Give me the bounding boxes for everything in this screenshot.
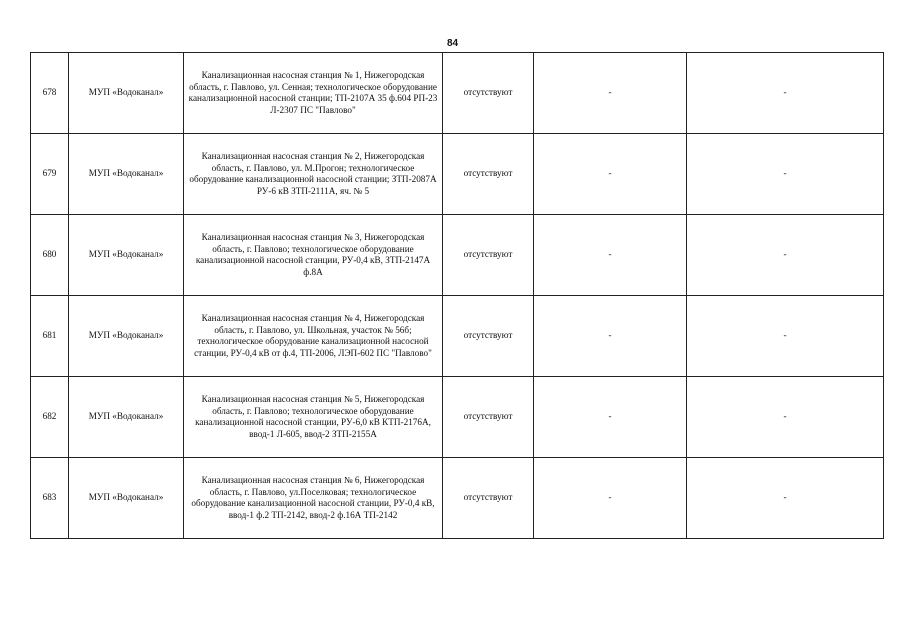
table-row (31, 53, 884, 134)
dash-cell: - (687, 458, 884, 539)
object-description-cell: Канализационная насосная станция № 3, Нижегородская область, г. Павлово; технологическое оборудование канализационной насосной станции, РУ-0,4 кВ, ЗТП-2147А ф.8А (184, 215, 443, 296)
registry-table (30, 52, 884, 539)
dash-cell: - (687, 215, 884, 296)
encumbrance-cell: отсутствуют (443, 53, 534, 134)
encumbrance-cell: отсутствуют (443, 377, 534, 458)
row-number-cell: 681 (31, 296, 69, 377)
registry-table-body (31, 53, 884, 539)
dash-cell: - (534, 377, 687, 458)
owner-cell: МУП «Водоканал» (69, 134, 184, 215)
object-description-cell: Канализационная насосная станция № 4, Нижегородская область, г. Павлово, ул. Школьная, участок № 56б; технологическое оборудование канализационной насосной станции, РУ-0,4 кВ от ф.4, ТП-2006, ЛЭП-602 ПС "Павлово" (184, 296, 443, 377)
dash-cell: - (534, 296, 687, 377)
dash-cell: - (534, 215, 687, 296)
encumbrance-cell: отсутствуют (443, 458, 534, 539)
dash-cell: - (534, 458, 687, 539)
dash-cell: - (687, 296, 884, 377)
encumbrance-cell: отсутствуют (443, 215, 534, 296)
encumbrance-cell: отсутствуют (443, 296, 534, 377)
encumbrance-cell: отсутствуют (443, 134, 534, 215)
row-number-cell: 682 (31, 377, 69, 458)
table-row (31, 215, 884, 296)
object-description-cell: Канализационная насосная станция № 2, Нижегородская область, г. Павлово, ул. М.Прогон; технологическое оборудование канализационной насосной станции; ЗТП-2087А РУ-6 кВ ЗТП-2111А, яч. № 5 (184, 134, 443, 215)
table-row (31, 296, 884, 377)
table-row (31, 377, 884, 458)
dash-cell: - (687, 377, 884, 458)
owner-cell: МУП «Водоканал» (69, 296, 184, 377)
object-description-cell: Канализационная насосная станция № 5, Нижегородская область, г. Павлово; технологическое оборудование канализационной насосной станции, РУ-6,0 кВ КТП-2176А, ввод-1 Л-605, ввод-2 ЗТП-2155А (184, 377, 443, 458)
owner-cell: МУП «Водоканал» (69, 377, 184, 458)
row-number-cell: 679 (31, 134, 69, 215)
dash-cell: - (687, 134, 884, 215)
table-row (31, 458, 884, 539)
object-description-cell: Канализационная насосная станция № 6, Нижегородская область, г. Павлово, ул.Поселковая; технологическое оборудование канализационной насосной станции, РУ-0,4 кВ, ввод-1 ф.2 ТП-2142, ввод-2 ф.16А ТП-2142 (184, 458, 443, 539)
table-row (31, 134, 884, 215)
owner-cell: МУП «Водоканал» (69, 458, 184, 539)
row-number-cell: 680 (31, 215, 69, 296)
page-number: 84 (446, 38, 459, 49)
row-number-cell: 683 (31, 458, 69, 539)
row-number-cell: 678 (31, 53, 69, 134)
dash-cell: - (534, 53, 687, 134)
owner-cell: МУП «Водоканал» (69, 53, 184, 134)
object-description-cell: Канализационная насосная станция № 1, Нижегородская область, г. Павлово, ул. Сенная; технологическое оборудование канализационной насосной станции; ТП-2107А 35 ф.604 РП-23 Л-2307 ПС "Павлово" (184, 53, 443, 134)
dash-cell: - (687, 53, 884, 134)
owner-cell: МУП «Водоканал» (69, 215, 184, 296)
dash-cell: - (534, 134, 687, 215)
